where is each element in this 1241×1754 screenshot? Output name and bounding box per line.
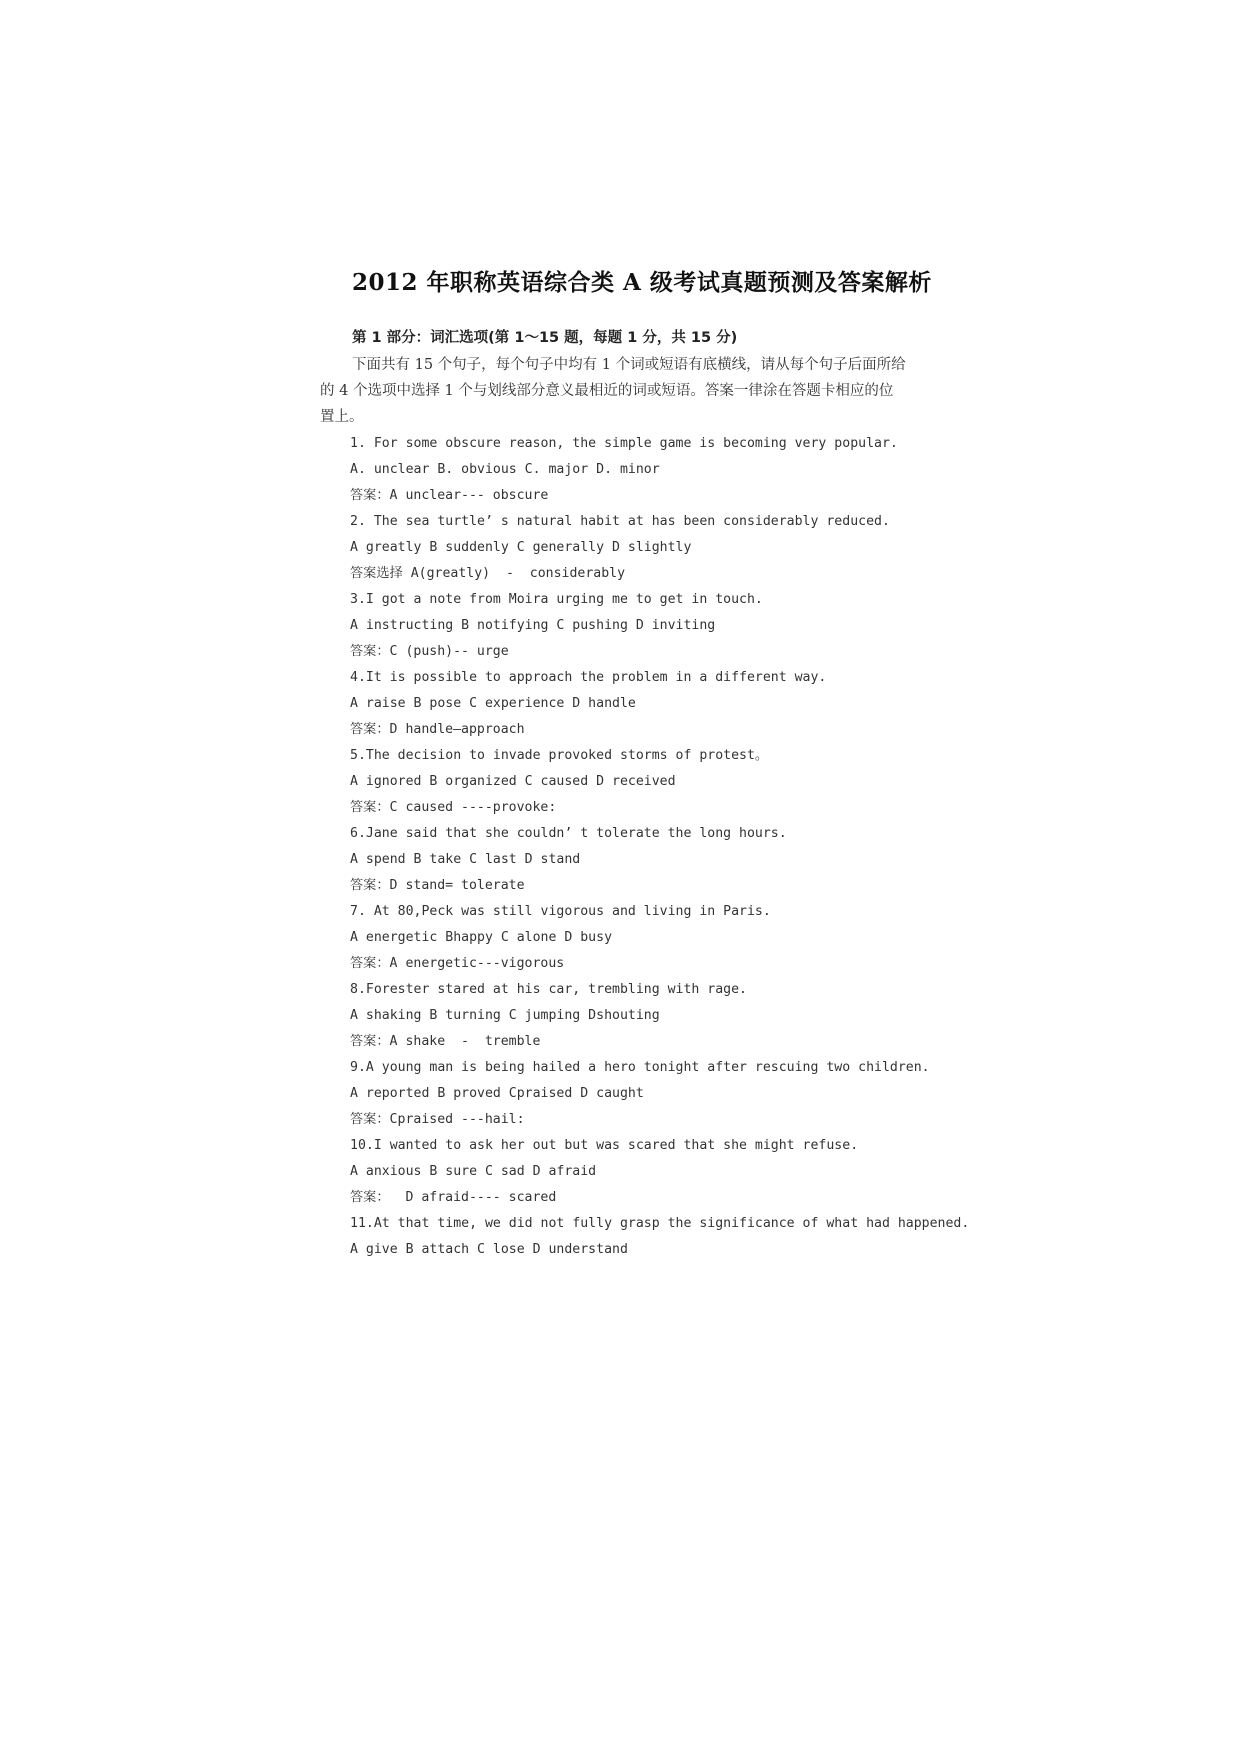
- answer-line: 答案选择 A(greatly) - considerably: [350, 566, 626, 581]
- question-line: 7. At 80,Peck was still vigorous and living in Paris.: [350, 904, 771, 919]
- question-line: 8.Forester stared at his car, trembling with rage.: [350, 982, 747, 997]
- instructions-line: 下面共有 15 个句子，每个句子中均有 1 个词或短语有底横线，请从每个句子后面所给: [352, 357, 906, 373]
- question-line: 6.Jane said that she couldn’ t tolerate the long hours.: [350, 826, 787, 841]
- question-line: 10.I wanted to ask her out but was scared that she might refuse.: [350, 1138, 859, 1153]
- answer-line: 答案：D stand= tolerate: [350, 878, 525, 893]
- question-line: 1. For some obscure reason, the simple game is becoming very popular.: [350, 436, 898, 451]
- answer-line: 答案：D handle—approach: [350, 722, 525, 737]
- options-line: A instructing B notifying C pushing D inviting: [350, 618, 716, 633]
- instructions-line: 置上。: [320, 409, 364, 425]
- question-line: 11.At that time, we did not fully grasp the significance of what had happened.: [350, 1216, 970, 1231]
- options-line: A ignored B organized C caused D received: [350, 774, 676, 789]
- options-line: A shaking B turning C jumping Dshouting: [350, 1008, 660, 1023]
- answer-line: 答案：C caused ----provoke:: [350, 800, 557, 815]
- options-line: A reported B proved Cpraised D caught: [350, 1086, 644, 1101]
- options-line: A greatly B suddenly C generally D slightly: [350, 540, 692, 555]
- answer-line: 答案：Cpraised ---hail:: [350, 1112, 525, 1127]
- answer-line: 答案：A shake - tremble: [350, 1034, 541, 1049]
- question-line: 2. The sea turtle’ s natural habit at has been considerably reduced.: [350, 514, 890, 529]
- question-line: 4.It is possible to approach the problem in a different way.: [350, 670, 827, 685]
- options-line: A anxious B sure C sad D afraid: [350, 1164, 597, 1179]
- options-line: A energetic Bhappy C alone D busy: [350, 930, 613, 945]
- question-line: 9.A young man is being hailed a hero tonight after rescuing two children.: [350, 1060, 930, 1075]
- question-line: 5.The decision to invade provoked storms of protest。: [350, 748, 769, 763]
- answer-line: 答案：A energetic---vigorous: [350, 956, 565, 971]
- answer-line: 答案：A unclear--- obscure: [350, 488, 549, 503]
- instructions-line: 的 4 个选项中选择 1 个与划线部分意义最相近的词或短语。答案一律涂在答题卡相应的位: [320, 383, 894, 399]
- options-line: A raise B pose C experience D handle: [350, 696, 636, 711]
- question-line: 3.I got a note from Moira urging me to get in touch.: [350, 592, 763, 607]
- document-title: 2012 年职称英语综合类 A 级考试真题预测及答案解析: [352, 269, 932, 296]
- options-line: A spend B take C last D stand: [350, 852, 581, 867]
- options-line: A. unclear B. obvious C. major D. minor: [350, 462, 660, 477]
- options-line: A give B attach C lose D understand: [350, 1242, 628, 1257]
- section-heading: 第 1 部分：词汇选项(第 1～15 题，每题 1 分，共 15 分): [352, 330, 738, 346]
- answer-line: 答案： D afraid---- scared: [350, 1190, 557, 1205]
- answer-line: 答案：C (push)-- urge: [350, 644, 509, 659]
- question-list: [350, 431, 970, 1263]
- instructions-paragraph: [320, 352, 920, 430]
